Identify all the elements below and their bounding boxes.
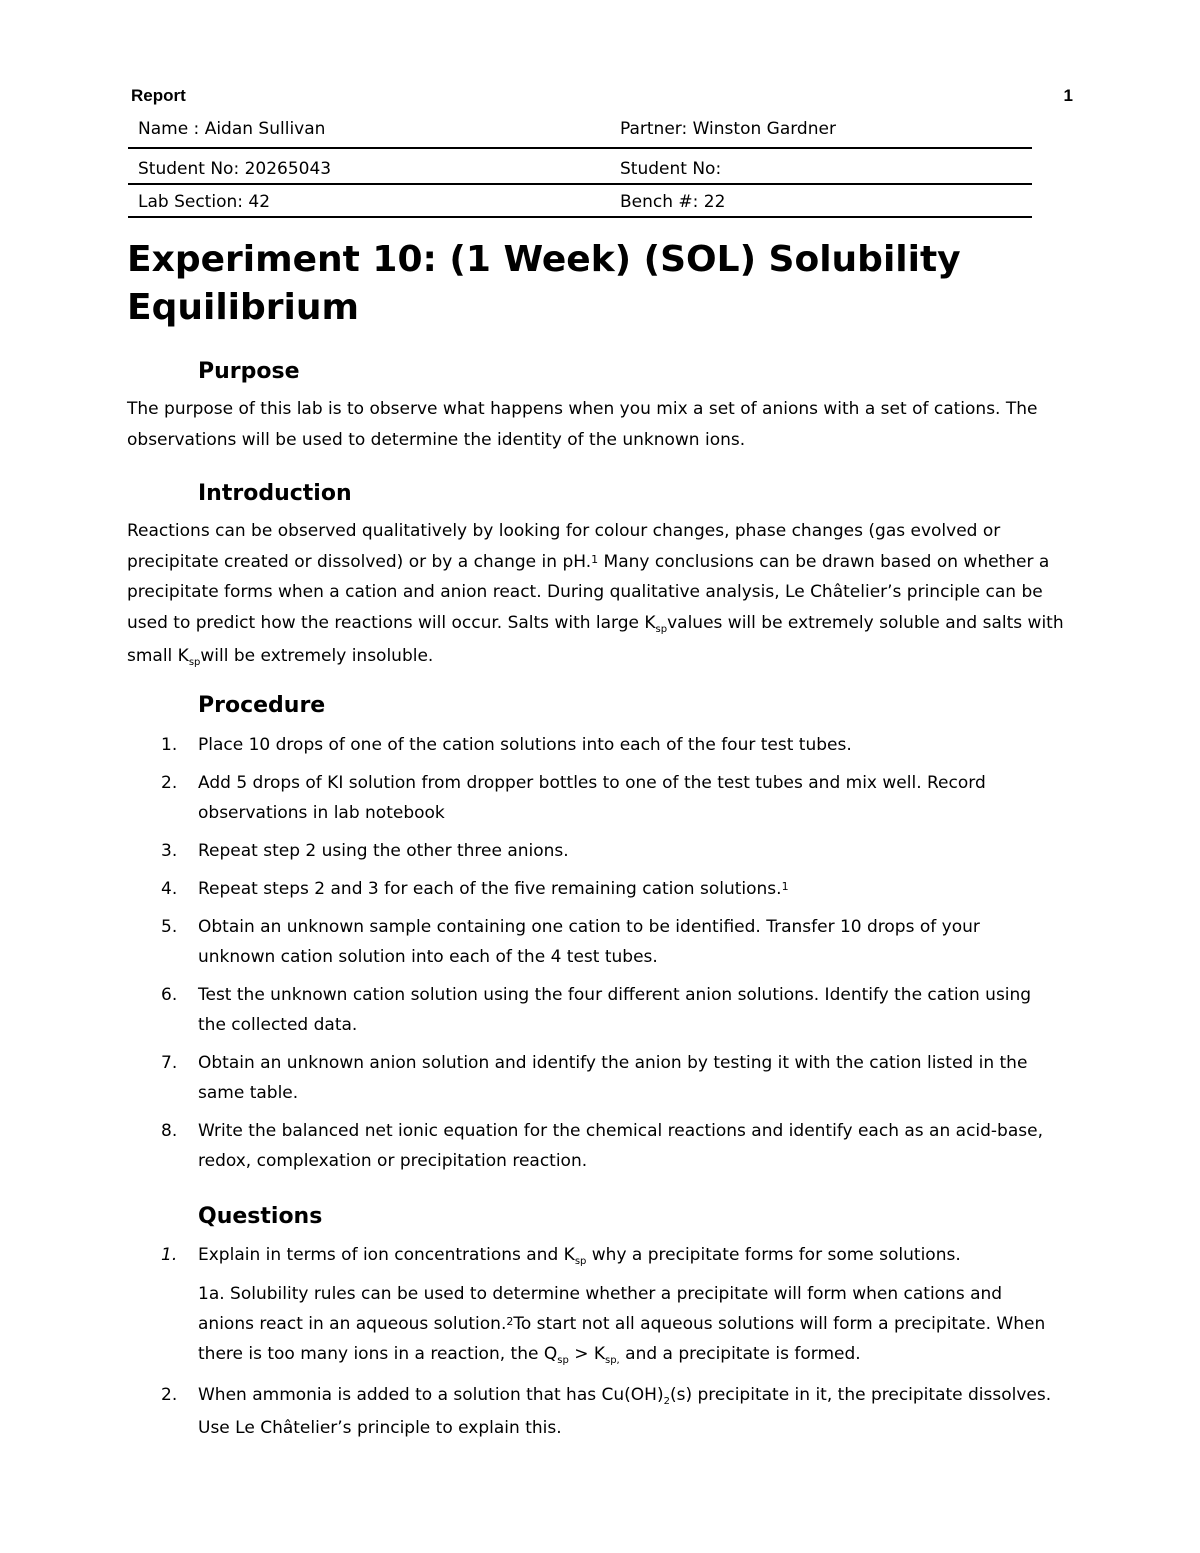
info-row-student-no [128,149,1032,185]
student-info-table [128,110,1032,218]
purpose-text: The purpose of this lab is to observe what happens when you mix a set of anions with a set of cations. The observations will be used to determine the identity of the unknown ions. [127,399,1038,450]
answer-text [198,1279,1058,1372]
step-number: 7. [161,1053,178,1073]
step-text: Place 10 drops of one of the cation solutions into each of the four test tubes. [198,735,852,755]
answer-text-part: > K [568,1344,605,1364]
procedure-step [128,1048,1058,1108]
intro-sub-2: sp [188,657,201,668]
procedure-step [128,980,1058,1040]
partner-student-number: Student No: [620,159,722,179]
question-text-part: Explain in terms of ion concentrations and K [198,1245,575,1265]
step-number: 3. [161,841,178,861]
answer-text-part: and a precipitate is formed. [619,1344,861,1364]
procedure-step [128,730,1058,760]
step-number: 4. [161,879,178,899]
answer-text-part: 1a. Solubility rules can be used to determine whether a precipitate will form when cations and anions react in an aqueous solution. [198,1284,1003,1334]
bench-number: Bench #: 22 [620,192,726,212]
student-number: Student No: 20265043 [138,159,332,179]
step-text: Obtain an unknown anion solution and identify the anion by testing it with the cation listed in the same table. [198,1053,1028,1103]
page-number: 1 [1063,86,1073,105]
introduction-heading: Introduction [198,481,352,506]
intro-text-2: Many conclusions can be drawn based on whether a precipitate forms when a cation and anion react. During qualitative analysis, Le Châtelier’s principle can be used to predict how the reactions will occur. Salts with large K [127,551,1050,633]
question-text [198,1385,1051,1438]
intro-text-4: will be extremely insoluble. [200,646,434,666]
question-sub: 2 [663,1396,670,1407]
intro-ref-1: 1 [591,552,599,566]
step-text: Write the balanced net ionic equation for the chemical reactions and identify each as an acid-base, redox, complexation or precipitation reaction. [198,1121,1043,1171]
procedure-step [128,836,1058,866]
answer-ref: 2 [506,1315,514,1328]
question-text-part: why a precipitate forms for some solutions. [586,1245,961,1265]
running-header [131,86,1073,106]
info-row-name [128,110,1032,149]
introduction-text [127,516,1072,675]
step-text: Obtain an unknown sample containing one cation to be identified. Transfer 10 drops of your unknown cation solution into each of the 4 test tubes. [198,917,980,967]
step-number: 8. [161,1121,178,1141]
step-ref: 1 [781,880,789,893]
student-name: Name : Aidan Sullivan [138,119,326,139]
step-text: Add 5 drops of KI solution from dropper bottles to one of the test tubes and mix well. Record observations in lab notebook [198,773,986,823]
question-item [128,1240,1058,1372]
question-text [198,1245,961,1265]
step-text: Test the unknown cation solution using the four different anion solutions. Identify the cation using the collected data. [198,985,1032,1035]
step-number: 2. [161,773,178,793]
intro-text-3: values will be extremely soluble and salts with small K [127,612,1064,666]
questions-heading: Questions [198,1204,323,1229]
step-text: Repeat step 2 using the other three anions. [198,841,569,861]
question-number: 1. [161,1245,178,1265]
procedure-list [128,730,1058,1184]
header-label: Report [131,86,186,105]
step-number: 1. [161,735,178,755]
intro-sub-1: sp [655,623,668,635]
procedure-step [128,874,1058,904]
lab-section: Lab Section: 42 [138,192,271,212]
procedure-step [128,912,1058,972]
partner-name: Partner: Winston Gardner [620,119,836,139]
question-sub: sp [574,1256,587,1267]
question-text-part: When ammonia is added to a solution that has Cu(OH) [198,1385,664,1405]
question-number: 2. [161,1385,178,1405]
procedure-step [128,1116,1058,1176]
question-text-part: (s) precipitate in it, the precipitate dissolves. Use Le Châtelier’s principle to explain this. [198,1385,1052,1438]
info-row-lab [128,185,1032,218]
purpose-heading: Purpose [198,359,300,384]
intro-text-1: Reactions can be observed qualitatively by looking for colour changes, phase changes (gas evolved or precipitate created or dissolved) or by a change in pH. [127,521,1001,572]
step-number: 6. [161,985,178,1005]
step-number: 5. [161,917,178,937]
document-title: Experiment 10: (1 Week) (SOL) Solubility Equilibrium [127,239,961,328]
answer-sub: sp, [605,1355,620,1366]
answer-sub: sp [557,1355,569,1366]
question-item [128,1380,1058,1443]
procedure-step [128,768,1058,828]
questions-list [128,1240,1058,1451]
answer-text-part: To start not all aqueous solutions will form a precipitate. When there is too many ions in a reaction, the Q [198,1314,1046,1364]
step-text: Repeat steps 2 and 3 for each of the five remaining cation solutions. [198,879,782,899]
procedure-heading: Procedure [198,693,326,718]
